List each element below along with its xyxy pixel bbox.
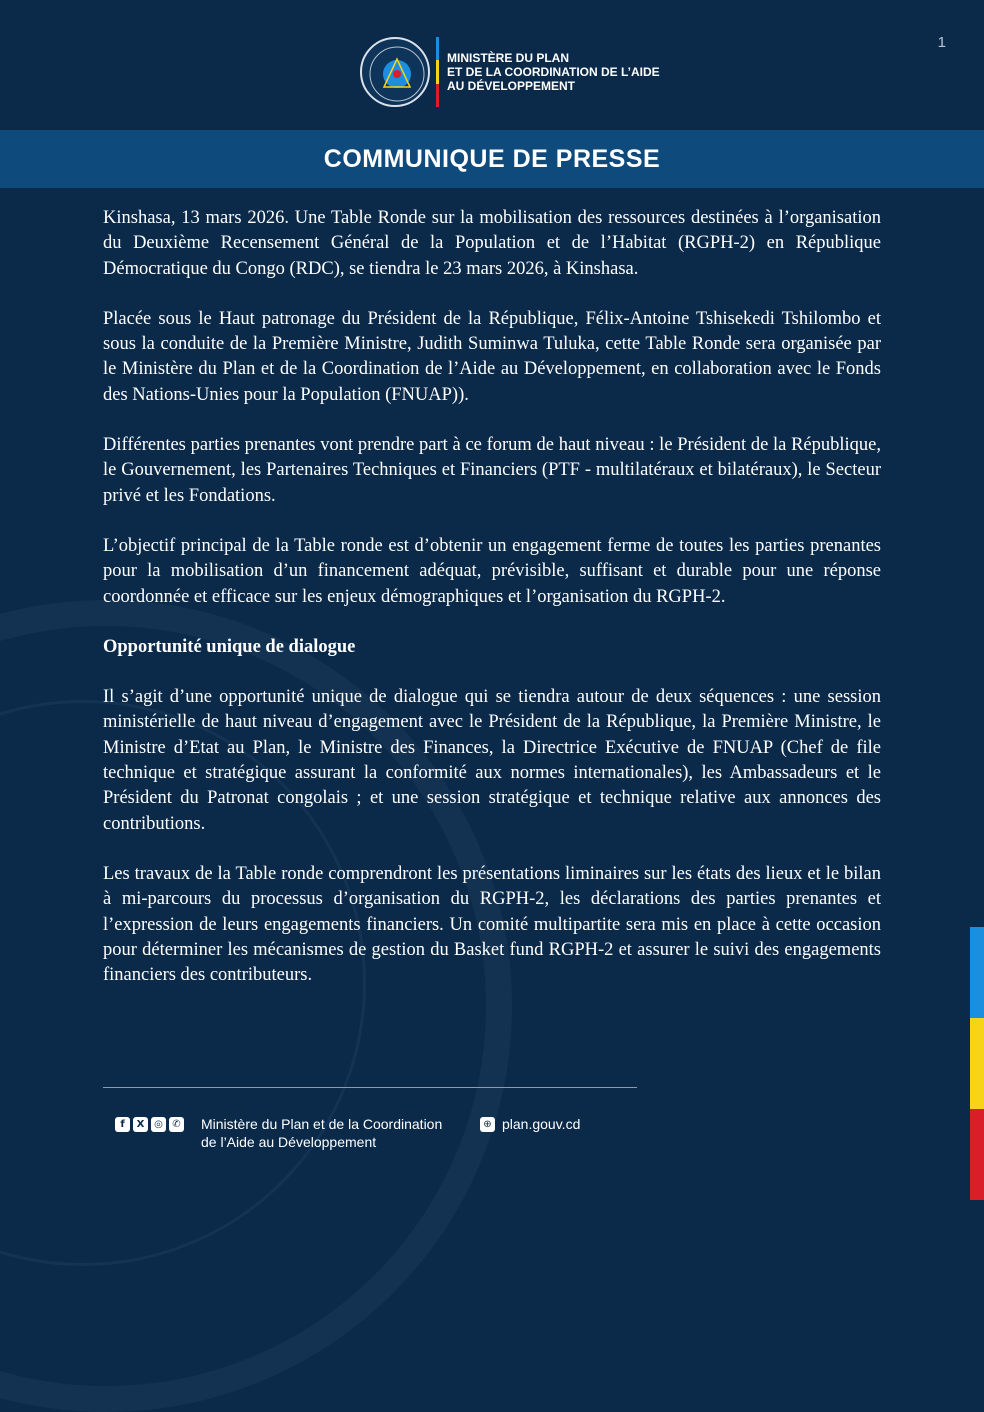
body-paragraph: L’objectif principal de la Table ronde est d’obtenir un engagement ferme de toutes les parties prenantes pour la mobilisation d’un financement adéquat, prévisible, suffisant et durable pour une réponse coordonnée et efficace sur les enjeux démographiques et l’organisation du RGPH-2. [103,535,881,607]
instagram-icon[interactable]: ◎ [151,1117,166,1132]
footer-ministry-line: de l’Aide au Développement [201,1134,377,1150]
body-paragraph: Kinshasa, 13 mars 2026. Une Table Ronde sur la mobilisation des ressources destinées à l’organisation du Deuxième Recensement Général de la Population et de l’Habitat (RGPH-2) en République Démocratique du Congo (RDC), se tiendra le 23 mars 2026, à Kinshasa. [103,208,881,279]
section-heading: Opportunité unique de dialogue [103,636,356,657]
social-links [115,1117,184,1132]
page-number: 1 [937,34,946,51]
ministry-header [360,36,660,108]
ministry-title-line: ET DE LA COORDINATION DE L’AIDE [447,65,660,79]
flag-stripe [436,37,439,107]
footer-ministry-line: Ministère du Plan et de la Coordination [201,1116,443,1132]
body-paragraph: Placée sous le Haut patronage du Président de la République, Félix-Antoine Tshisekedi Tshilombo et sous la conduite de la Première Ministre, Judith Suminwa Tuluka, cette Table Ronde sera organisée par le Ministère du Plan et de la Coordination de l’Aide au Développement, en collaboration avec le Fonds des Nations-Unies pour la Population (FNUAP)). [103,308,881,405]
facebook-icon[interactable]: f [115,1117,130,1132]
press-release-body [103,206,881,1013]
footer-divider [103,1087,637,1088]
footer-ministry-name [201,1115,442,1151]
page-title: COMMUNIQUE DE PRESSE [323,144,661,173]
globe-icon: ⊕ [480,1117,495,1132]
side-flag-stripe [970,927,984,1200]
website-link[interactable]: plan.gouv.cd [502,1116,581,1132]
body-paragraph: Il s’agit d’une opportunité unique de dialogue qui se tiendra autour de deux séquences : une session ministérielle de haut niveau d’engagement avec le Président de la République, la Première Ministre, le Ministre d’Etat au Plan, le Ministre des Finances, la Directrice Exécutive de FNUAP (Chef de file technique et stratégique assurant la conformité aux normes internationales), les Ambassadeurs et le Président du Patronat congolais ; et une session stratégique et technique relative aux annonces des contributions. [103,687,881,834]
title-banner [0,130,984,188]
ministry-title-line: MINISTÈRE DU PLAN [447,51,570,65]
x-icon[interactable]: X [133,1117,148,1132]
body-paragraph: Les travaux de la Table ronde comprendront les présentations liminaires sur les états des lieux et le bilan à mi-parcours du processus d’organisation du RGPH-2, les déclarations des parties prenantes et l’expression de leurs engagements financiers. Un comité multipartite sera mis en place à cette occasion pour déterminer les mécanismes de gestion du Basket fund RGPH-2 et assurer le suivi des engagements financiers des contributeurs. [103,863,881,986]
ministry-title-line: AU DÉVELOPPEMENT [447,79,576,93]
whatsapp-icon[interactable]: ✆ [169,1117,184,1132]
ministry-title [447,51,660,93]
government-seal-logo [360,37,430,107]
body-paragraph: Différentes parties prenantes vont prendre part à ce forum de haut niveau : le Président de la République, le Gouvernement, les Partenaires Techniques et Financiers (PTF - multilatéraux et bilatéraux), le Secteur privé et les Fondations. [103,435,881,506]
